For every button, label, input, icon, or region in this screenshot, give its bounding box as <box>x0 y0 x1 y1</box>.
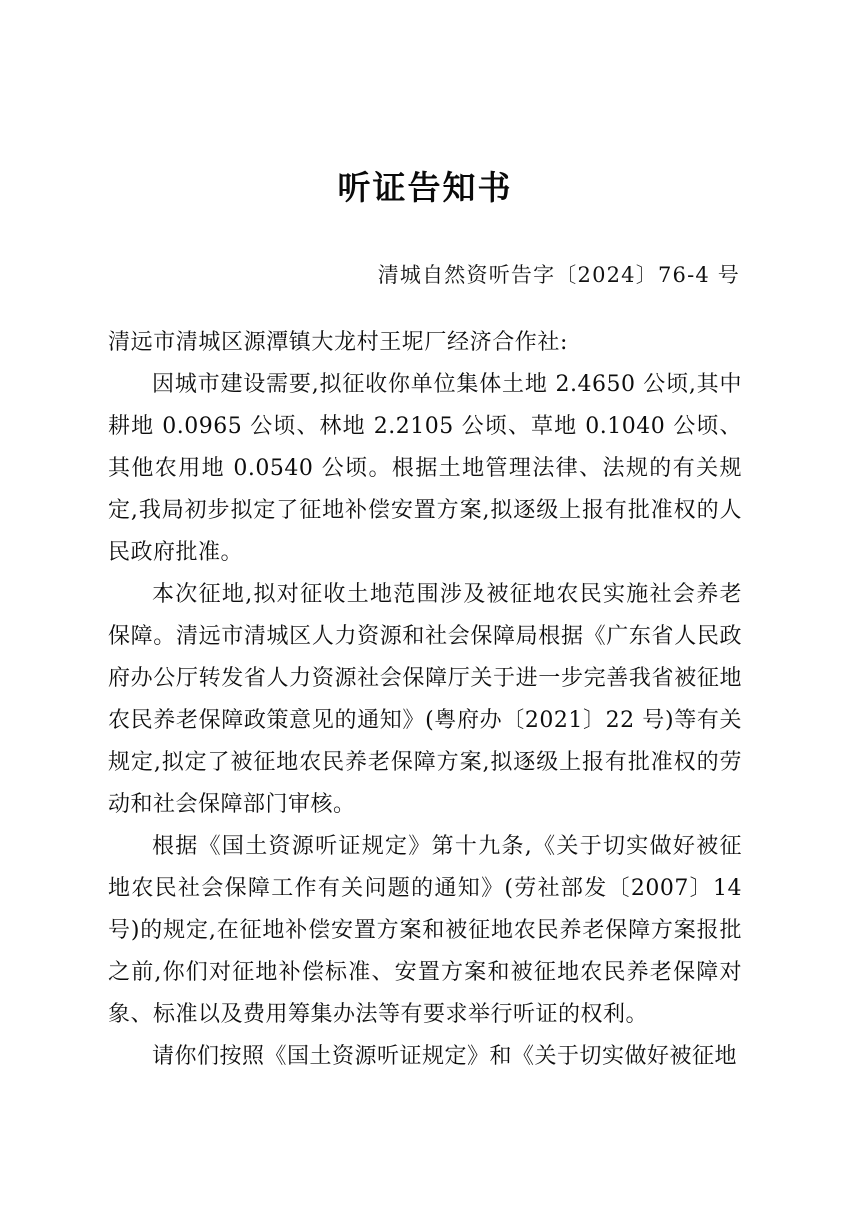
document-body <box>108 322 742 1078</box>
document-serial-number: 清城自然资听告字〔2024〕76-4 号 <box>377 263 740 287</box>
page-title: 听证告知书 <box>337 168 513 207</box>
addressee-line: 清远市清城区源潭镇大龙村王坭厂经济合作社: <box>108 330 569 355</box>
body-paragraph-3: 根据《国土资源听证规定》第十九条,《关于切实做好被征地农民社会保障工作有关问题的通知》(劳社部发〔2007〕14 号)的规定,在征地补偿安置方案和被征地农民养老保障方案报批之前,你们对征地补偿标准、安置方案和被征地农民养老保障对象、标准以及费用筹集办法等有要求举行听证的权利。 <box>108 834 742 1027</box>
body-paragraph-4-continued: 请你们按照《国土资源听证规定》和《关于切实做好被征地 <box>152 1044 738 1069</box>
body-paragraph-1: 因城市建设需要,拟征收你单位集体土地 2.4650 公顷,其中耕地 0.0965 公顷、林地 2.2105 公顷、草地 0.1040 公顷、其他农用地 0.0540 公顷。根据土地管理法律、法规的有关规定,我局初步拟定了征地补偿安置方案,拟逐级上报有批准权的人民政府批准。 <box>108 372 742 565</box>
body-paragraph-2: 本次征地,拟对征收土地范围涉及被征地农民实施社会养老保障。清远市清城区人力资源和社会保障局根据《广东省人民政府办公厅转发省人力资源社会保障厅关于进一步完善我省被征地农民养老保障政策意见的通知》(粤府办〔2021〕22 号)等有关规定,拟定了被征地农民养老保障方案,拟逐级上报有批准权的劳动和社会保障部门审核。 <box>108 582 742 817</box>
